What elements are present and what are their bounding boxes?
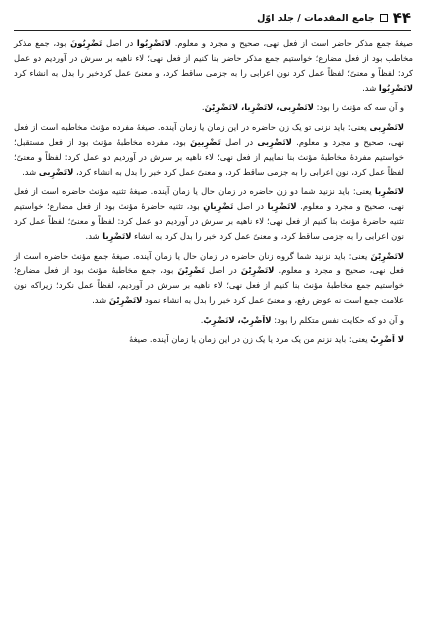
- paragraph: لاتَضْرِبا یعنی: باید نزنید شما دو زن حاضره در زمان حال یا زمان آینده. صیغۀ تثنیه مؤنث حاضره است از فعل نهی، صحیح و مجرد و معلوم. لاتَضْرِبا در اصل تَضْرِبانِ بود، تثنیه حاضرۀ مؤنث بود از فعل مضارع؛ خواستیم تثنیه حاضرۀ مؤنث بنا کنیم از فعل نهی؛ لاء ناهیه بر سرش در آوردیم دو عمل کرد: لفظاً و معنیً؛ لفظاً عمل کرد نون اعرابی را به جزمی ساقط کرد، و معنیً عمل کرد خبر را بدل کرد به انشاء لاتَضْرِبا شد.: [14, 186, 404, 241]
- paragraph: و آن دو که حکایت نفس متکلم را بود: لااَضْرِبْ، لانَضْرِبْ.: [200, 314, 404, 325]
- paragraph: صیغۀ جمع مذکر حاضر است از فعل نهی، صحیح و مجرد و معلوم. لاتَضْرِبُوا در اصل تَضْرِبُونَ بود، جمع مذکر مخاطب بود از فعل مضارع؛ خواستیم جمع مذکر حاضر بنا کنیم از فعل نهی؛ لاء ناهیه بر سرش در آوردیم دو عمل کرد: لفظاً و معنیً؛ لفظاً عمل کرد نون اعرابی را به جزمی ساقط کرد، و معنیً عمل کردخبر را بدل به انشاء کرد لاتَضْرِبُوا شد.: [14, 38, 413, 93]
- page-header: [14, 6, 411, 31]
- paragraph: لاتَضْرِبْنَ یعنی: باید نزنید شما گروه زنان حاضره در زمان حال یا زمان آینده. صیغۀ جمع مؤنث حاضره است از فعل نهی، صحیح و مجرد و معلوم. لاتَضْرِبْنَ در اصل تَضْرِبْنَ بود، جمع مخاطبۀ مؤنث بود از فعل مضارع؛ خواستیم جمع مخاطبۀ مؤنث بنا کنیم از فعل نهی؛ لاء ناهیه بر سرش در آوردیم، لفظاً عمل نکرد؛ زیراکه نون علامت جمع است نه عوض رفع، و معنیً عمل کرد خبر را بدل به انشاء نمود لاتَضْرِبْنَ شد.: [14, 250, 405, 306]
- page-number: ۴۴: [392, 9, 411, 27]
- book-title: جامع المقدمات / جلد اوّل: [257, 12, 375, 24]
- paragraph: و آن سه که مؤنث را بود: لاتَضْرِبی، لاتَضْرِبا، لاتَضْرِبْنَ.: [201, 102, 404, 113]
- page-body: [14, 36, 413, 352]
- square-icon: [380, 14, 388, 22]
- paragraph: لاتَضْرِبی یعنی: باید نزنی تو یک زن حاضره در این زمان یا زمان آینده. صیغۀ مفرده مؤنث مخاطبه است از فعل نهی، صحیح و مجرد و معلوم. لاتَضْرِبی در اصل تَضْرِبینَ بود، مفرده مخاطبۀ مؤنث بود از فعل مستقبل؛ خواستیم مفردۀ مخاطبۀ مؤنث بنا نماییم از فعل نهی؛ لاء ناهیه بر سرش در آوردیم دو عمل کرد: لفظاً و معنیً؛ لفظاً عمل کرد، نون اعرابی را به جزمی ساقط کرد، و معنیً عمل کرد خبر را بدل به انشاء کرد، لاتَضْرِبی شد.: [14, 121, 404, 177]
- paragraph: لا اَضْرِبْ یعنی: باید نزنم من یک مرد یا یک زن در این زمان یا زمان آینده. صیغۀ: [129, 334, 404, 345]
